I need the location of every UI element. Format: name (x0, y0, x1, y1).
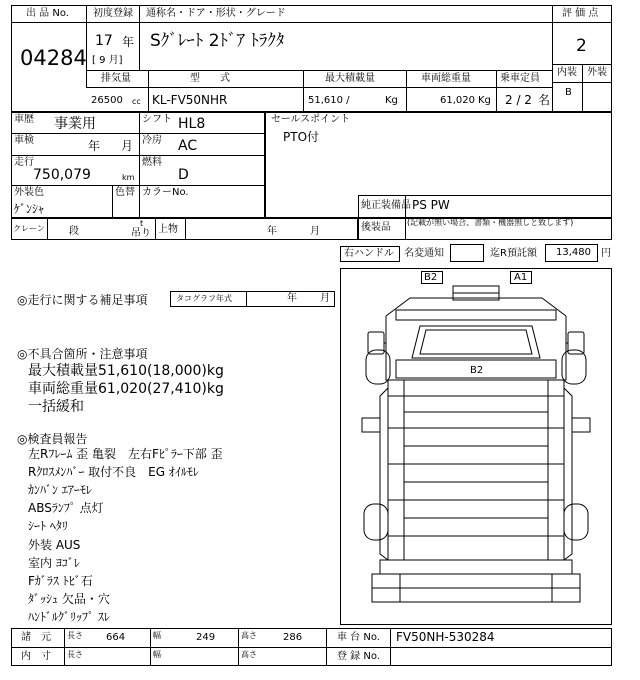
shift-value: HL8 (178, 116, 206, 132)
aircon-value: AC (178, 138, 198, 154)
year-unit: 年 (122, 35, 135, 49)
original-equipment: PS PW (412, 198, 450, 212)
original-equipment-label: 純正装備品 (361, 200, 411, 211)
recycle-fee: 13,480 (556, 247, 591, 258)
inspector-line: ﾊﾝﾄﾞﾙｸﾞﾘｯﾌﾟ ｽﾚ (28, 610, 110, 624)
inspector-line: 室内 ﾖｺﾞﾚ (28, 556, 80, 570)
displacement-label: 排気量 (101, 73, 131, 84)
sales-point: PTO付 (283, 130, 320, 144)
length-label: 長さ (67, 631, 83, 640)
registration-month: [ 9 月] (92, 55, 123, 66)
gross-weight-label: 車両総重量 (421, 73, 471, 84)
upper-year: 年 (267, 226, 277, 237)
model-label: 通称名・ドア・形状・グレード (146, 8, 286, 19)
lot-number: 04284 (20, 46, 87, 70)
score-label: 評 価 点 (562, 8, 599, 19)
interior-length-label: 長さ (67, 650, 83, 659)
inspection-label: 車検 (14, 135, 34, 146)
tag-b2-top-label: B2 (424, 272, 438, 283)
gross-weight: 61,020 (440, 95, 475, 106)
interior-grade-label: 内装 (557, 67, 577, 78)
color-change-label: 色替 (115, 187, 135, 198)
inspector-line: ｼｰﾄ ﾍﾀﾘ (28, 519, 68, 533)
interior-grade: B (565, 87, 572, 98)
inspector-line: ABSﾗﾝﾌﾟ 点灯 (28, 501, 104, 515)
crane-label: クレーン (13, 224, 45, 233)
inspector-report-label: ◎検査員報告 (17, 432, 88, 446)
info-frame (11, 112, 265, 218)
exterior-grade-label: 外装 (587, 67, 607, 78)
mileage-unit: km (122, 173, 135, 182)
specs-label: 諸 元 (21, 632, 51, 643)
max-load: 51,610 / (308, 95, 350, 106)
inspector-line: 左Rﾌﾚｰﾑ 歪 亀裂 左右Fﾋﾟﾗｰ下部 歪 (28, 447, 223, 461)
upper-month: 月 (310, 226, 320, 237)
tag-a1-label: A1 (514, 272, 528, 283)
tag-b2-cab-label: B2 (470, 365, 484, 376)
interior-dimensions-label: 内 寸 (21, 651, 51, 662)
inspection-year: 年 (88, 139, 101, 153)
lot-label: 出 品 No. (26, 8, 69, 19)
score-value: 2 (576, 36, 587, 56)
gross-weight-unit: Kg (478, 95, 491, 106)
length-value: 664 (106, 632, 126, 643)
capacity-label: 乗車定員 (500, 73, 540, 84)
tachograph-year: 年 (287, 293, 297, 304)
width-value: 249 (196, 632, 216, 643)
interior-height-label: 高さ (241, 650, 257, 659)
color-number-label: カラーNo. (142, 187, 189, 198)
name-change-box (450, 244, 484, 262)
tachograph-label: タコグラフ年式 (176, 294, 232, 303)
height-label: 高さ (241, 631, 257, 640)
aftermarket-label: 後装品 (361, 222, 391, 233)
displacement-unit: cc (132, 97, 141, 106)
defect-line: 車両総重量61,020(27,410)kg (28, 381, 224, 397)
mileage-label: 走行 (14, 157, 34, 168)
color-value: ｹﾞﾝｼｬ (14, 202, 45, 216)
handle-value: 右ハンドル (344, 248, 394, 259)
width-label: 幅 (153, 631, 161, 640)
tachograph-month: 月 (320, 293, 330, 304)
capacity-unit: 名 (538, 93, 551, 107)
capacity: 2 / 2 (505, 93, 532, 107)
inspector-line: ﾀﾞｯｼｭ 欠品・穴 (28, 592, 110, 606)
history-label: 車歴 (14, 114, 34, 125)
height-value: 286 (283, 632, 303, 643)
first-registration-label: 初度登録 (93, 8, 133, 19)
name-change-label: 名変通知 (404, 248, 444, 259)
chassis-label: 車 台 No. (337, 632, 380, 643)
registration-label: 登 録 No. (337, 651, 380, 662)
fuel-value: D (178, 167, 189, 183)
truck-diagram (340, 268, 612, 625)
model-code-label: 型 式 (190, 73, 230, 84)
max-load-unit: Kg (385, 95, 398, 106)
inspection-month: 月 (121, 139, 134, 153)
shift-label: シフト (142, 114, 172, 125)
history-value: 事業用 (54, 116, 96, 132)
model-name: Sｸﾞﾚｰﾄ 2ﾄﾞｱ ﾄﾗｸﾀ (150, 31, 285, 51)
max-load-label: 最大積載量 (325, 73, 375, 84)
upper-label: 上物 (158, 224, 178, 235)
deadline-label: 迄 (490, 248, 500, 259)
driving-notes-label: ◎走行に関する補足事項 (17, 293, 148, 307)
model-code: KL-FV50NHR (152, 93, 228, 107)
recycle-fee-label: R預託額 (500, 248, 537, 259)
recycle-fee-unit: 円 (601, 248, 611, 259)
inspector-line: Fｶﾞﾗｽ ﾄﾋﾞ石 (28, 574, 93, 588)
registration-year: 17 (95, 33, 113, 49)
mileage-value: 750,079 (33, 167, 91, 183)
displacement: 26500 (91, 95, 123, 106)
inspector-line: 外装 AUS (28, 538, 81, 552)
aftermarket-note: (記載が無い場合、書類・機器無しと致します) (407, 218, 574, 227)
color-label: 外装色 (14, 187, 44, 198)
crane-lift: 吊り (131, 228, 151, 239)
interior-width-label: 幅 (153, 650, 161, 659)
defect-notes-label: ◎不具合箇所・注意事項 (17, 347, 148, 361)
inspector-line: Rｸﾛｽﾒﾝﾊﾞｰ 取付不良 EG ｵｲﾙﾓﾚ (28, 465, 199, 479)
crane-lift-ton: t (140, 219, 144, 228)
chassis-number: FV50NH-530284 (396, 630, 495, 644)
defect-line: 一括緩和 (28, 399, 84, 415)
sales-point-label: セールスポイント (271, 114, 351, 125)
aircon-label: 冷房 (142, 135, 162, 146)
defect-line: 最大積載量51,610(18,000)kg (28, 363, 224, 379)
inspector-line: ｶﾝﾊﾞﾝ ｴｱｰﾓﾚ (28, 483, 92, 497)
crane-stage: 段 (69, 226, 79, 237)
fuel-label: 燃料 (142, 157, 162, 168)
